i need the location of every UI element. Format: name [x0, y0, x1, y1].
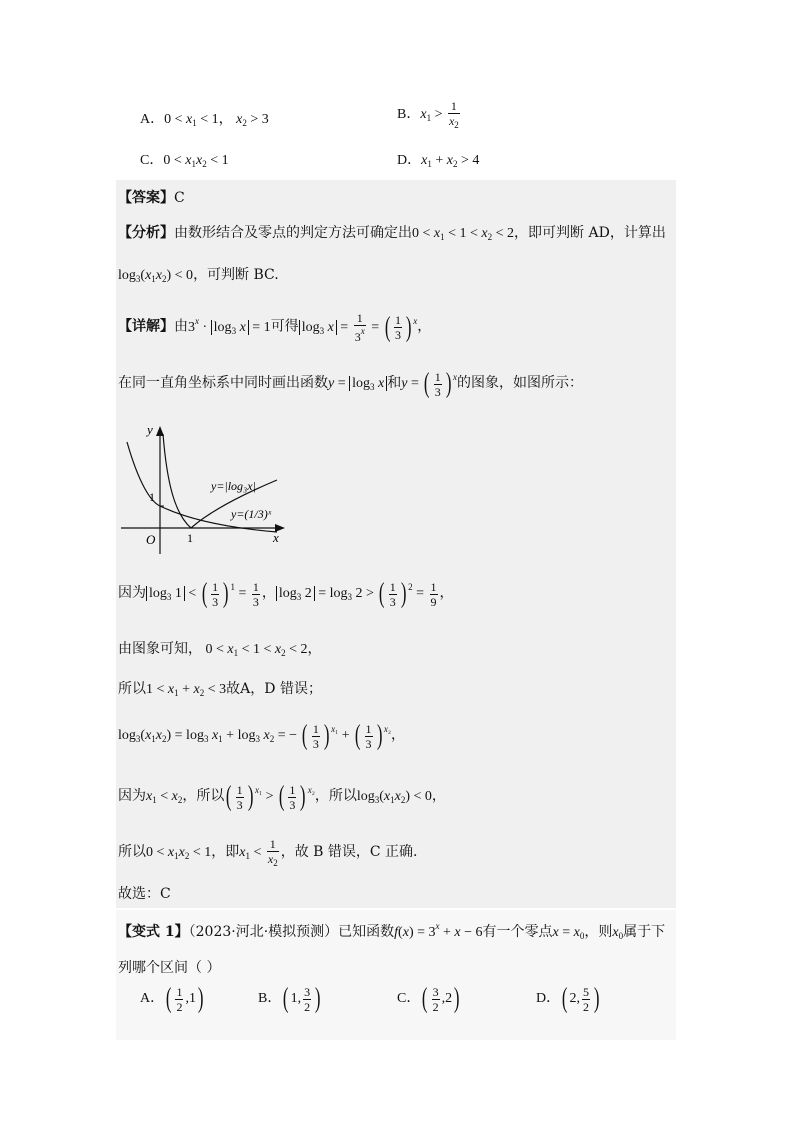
option-d: D．$x_1 + x_2 > 4$ [397, 153, 480, 169]
answer-line: 【答案】C [118, 190, 185, 206]
detail-line-4: 由图象可知， $0 < x_1 < 1 < x_2 < 2$， [118, 641, 322, 658]
y-one-label: 1 [149, 490, 155, 504]
variant-line-2: 列哪个区间（ ） [118, 960, 221, 976]
y-axis-label: y [147, 424, 153, 437]
detail-line-5: 所以$1 < x_1 + x_2 < 3$故A，D 错误； [118, 681, 322, 698]
function-graph [119, 424, 285, 557]
detail-line-8: 所以$0 < x_1x_2 < 1$，即$x_1$ < $\frac{1}{x_2}$ ，故 B 错误，C 正确. [118, 837, 418, 868]
detail-line-3: 因为 $\log_3 1$ < ( $\frac{1}{3}$ ) $^1$ = $\frac{1}{3}$ ， $\log_3 2 = \log_3 2$ > ( $\frac{1}{3}$ ) $^2$ = $\frac{1}{9}$ ， [118, 578, 454, 609]
analysis-line-2: $\log_3(x_1x_2) < 0$，可判断 BC. [118, 267, 279, 284]
variant-option-a: A．( $\frac{1}{2}$ ,1) [140, 983, 204, 1014]
curve1-label: y=|log₃x| [211, 479, 256, 493]
origin-label: O [146, 532, 156, 547]
detail-line-1: 【详解】由$3^x \cdot \log_3 x = 1$可得 $\log_3 x$ = $\frac{1}{3^x}$ = ( $\frac{1}{3}$ ) $^x$， [118, 311, 432, 344]
option-c: C．$0 < x_1x_2 < 1$ [140, 153, 229, 169]
option-a: A．$0 < x_1 < 1$， $x_2 > 3$ [140, 112, 269, 128]
variant-option-c: C．( $\frac{3}{2}$ ,2) [397, 983, 460, 1014]
x-one-label: 1 [187, 531, 193, 545]
detail-line-7: 因为$x_1 < x_2$，所以( $\frac{1}{3}$ ) $^{x_1}$ > ( $\frac{1}{3}$ ) $^{x_2}$，所以$\log_3(x_1x_2) < 0$， [118, 781, 446, 812]
graph-svg [119, 424, 285, 557]
detail-line-9: 故选：C [118, 886, 171, 902]
analysis-line-1: 【分析】由数形结合及零点的判定方法可确定出$0 < x_1 < 1 < x_2 < 2$，即可判断 AD，计算出 [118, 225, 666, 242]
curve2-label: y=(1/3)ˣ [231, 507, 272, 521]
x-axis-label: x [273, 530, 279, 545]
option-b: B．$x_1$ > $\frac{1}{x_2}$ [397, 99, 459, 130]
detail-line-2: 在同一直角坐标系中同时画出函数$y = \log_3 x$ 和y = ( $\frac{1}{3}$ ) $^x$的图象，如图所示： [118, 368, 584, 399]
variant-option-b: B．( 1, $\frac{3}{2}$ ) [258, 983, 321, 1014]
detail-line-6: $\log_3(x_1x_2) = \log_3 x_1 + \log_3 x_2$ = − ( $\frac{1}{3}$ ) $^{x_1}$ + ( $\frac{1}{3}$ ) $^{x_2}$， [118, 720, 405, 751]
variant-option-d: D．( 2, $\frac{5}{2}$ ) [536, 983, 600, 1014]
variant-line-1: 【变式 1】（2023·河北·模拟预测）已知函数$f(x) = 3^x + x - 6$有一个零点$x = x_0$，则$x_0$属于下 [118, 921, 666, 941]
